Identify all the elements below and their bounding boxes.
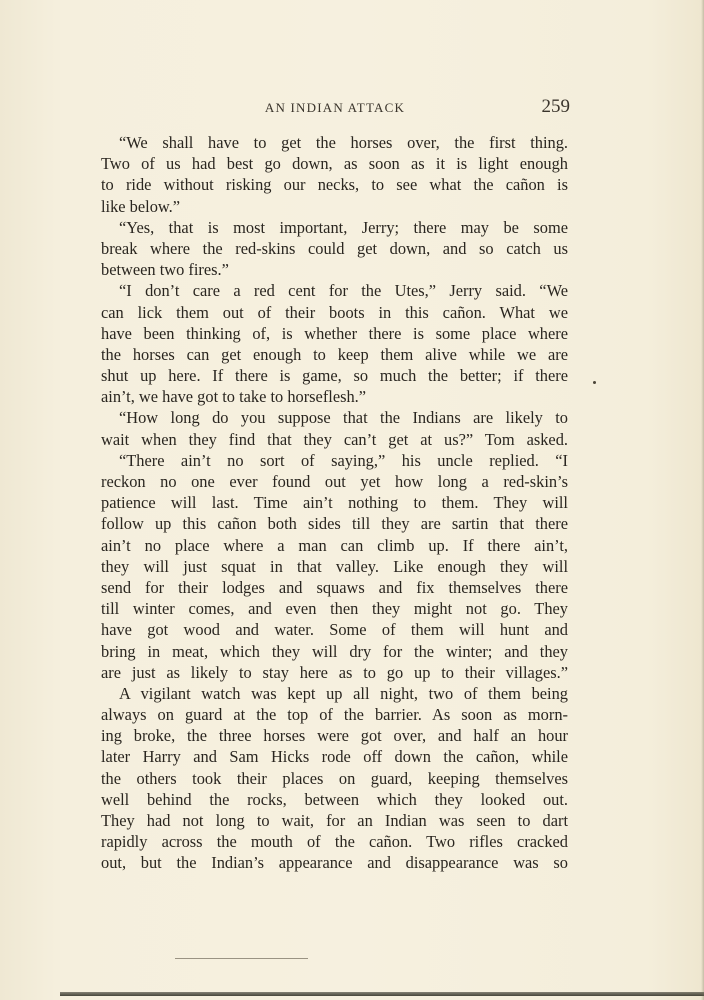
text-line: “We shall have to get the horses over, the first thing. xyxy=(119,133,568,152)
text-line: A vigilant watch was kept up all night, two of them being xyxy=(119,683,568,703)
text-line: ain’t no place where a man can climb up. If there ain’t, xyxy=(101,535,568,555)
text-line: the horses can get enough to keep them alive while we are xyxy=(101,344,568,364)
bottom-rule xyxy=(175,958,308,959)
text-line: like below.” xyxy=(101,196,181,216)
text-line: wait when they find that they can’t get at us?” Tom asked. xyxy=(101,429,568,449)
margin-speck xyxy=(593,381,596,384)
body-text xyxy=(101,132,568,874)
text-line: “I don’t care a red cent for the Utes,” Jerry said. “We xyxy=(119,281,568,301)
text-line: always on guard at the top of the barrier. As soon as morn- xyxy=(101,705,568,725)
text-line: send for their lodges and squaws and fix themselves there xyxy=(101,577,568,597)
text-line: bring in meat, which they will dry for the winter; and they xyxy=(101,641,568,661)
text-line: well behind the rocks, between which they looked out. xyxy=(101,789,568,809)
text-line: ing broke, the three horses were got over, and half an hour xyxy=(101,726,568,746)
text-line: to ride without risking our necks, to see what the cañon is xyxy=(101,175,568,195)
text-line: reckon no one ever found out yet how long a red-skin’s xyxy=(101,472,568,491)
text-line: follow up this cañon both sides till they are sartin that there xyxy=(101,514,568,534)
text-line: the others took their places on guard, keeping themselves xyxy=(101,768,568,788)
text-line: later Harry and Sam Hicks rode off down the cañon, while xyxy=(101,747,568,767)
text-line: have been thinking of, is whether there is some place where xyxy=(101,323,568,343)
text-line: can lick them out of their boots in this cañon. What we xyxy=(101,302,568,322)
text-line: Two of us had best go down, as soon as it is light enough xyxy=(101,154,568,174)
page-bottom-edge xyxy=(60,992,704,996)
page-number: 259 xyxy=(541,96,570,117)
text-line: “How long do you suppose that the Indians are likely to xyxy=(119,408,568,428)
text-line: out, but the Indian’s appearance and disappearance was so xyxy=(101,853,568,873)
text-line: between two fires.” xyxy=(101,260,229,280)
text-line: ain’t, we have got to take to horseflesh.” xyxy=(101,387,367,407)
text-line: “There ain’t no sort of saying,” his uncle replied. “I xyxy=(119,450,568,470)
text-line: patience will last. Time ain’t nothing to them. They will xyxy=(101,493,568,513)
chapter-title: AN INDIAN ATTACK xyxy=(264,100,406,115)
text-line: shut up here. If there is game, so much the better; if there xyxy=(101,366,568,386)
text-line: “Yes, that is most important, Jerry; there may be some xyxy=(119,217,568,237)
text-line: break where the red-skins could get down, and so catch us xyxy=(101,238,568,258)
text-line: are just as likely to stay here as to go up to their villages.” xyxy=(101,662,568,682)
text-line: rapidly across the mouth of the cañon. Two rifles cracked xyxy=(101,832,568,852)
text-line: have got wood and water. Some of them will hunt and xyxy=(101,620,568,640)
text-line: till winter comes, and even then they might not go. They xyxy=(101,599,568,619)
running-head xyxy=(100,96,570,120)
text-line: They had not long to wait, for an Indian was seen to dart xyxy=(101,811,568,830)
text-line: they will just squat in that valley. Like enough they will xyxy=(101,556,568,576)
